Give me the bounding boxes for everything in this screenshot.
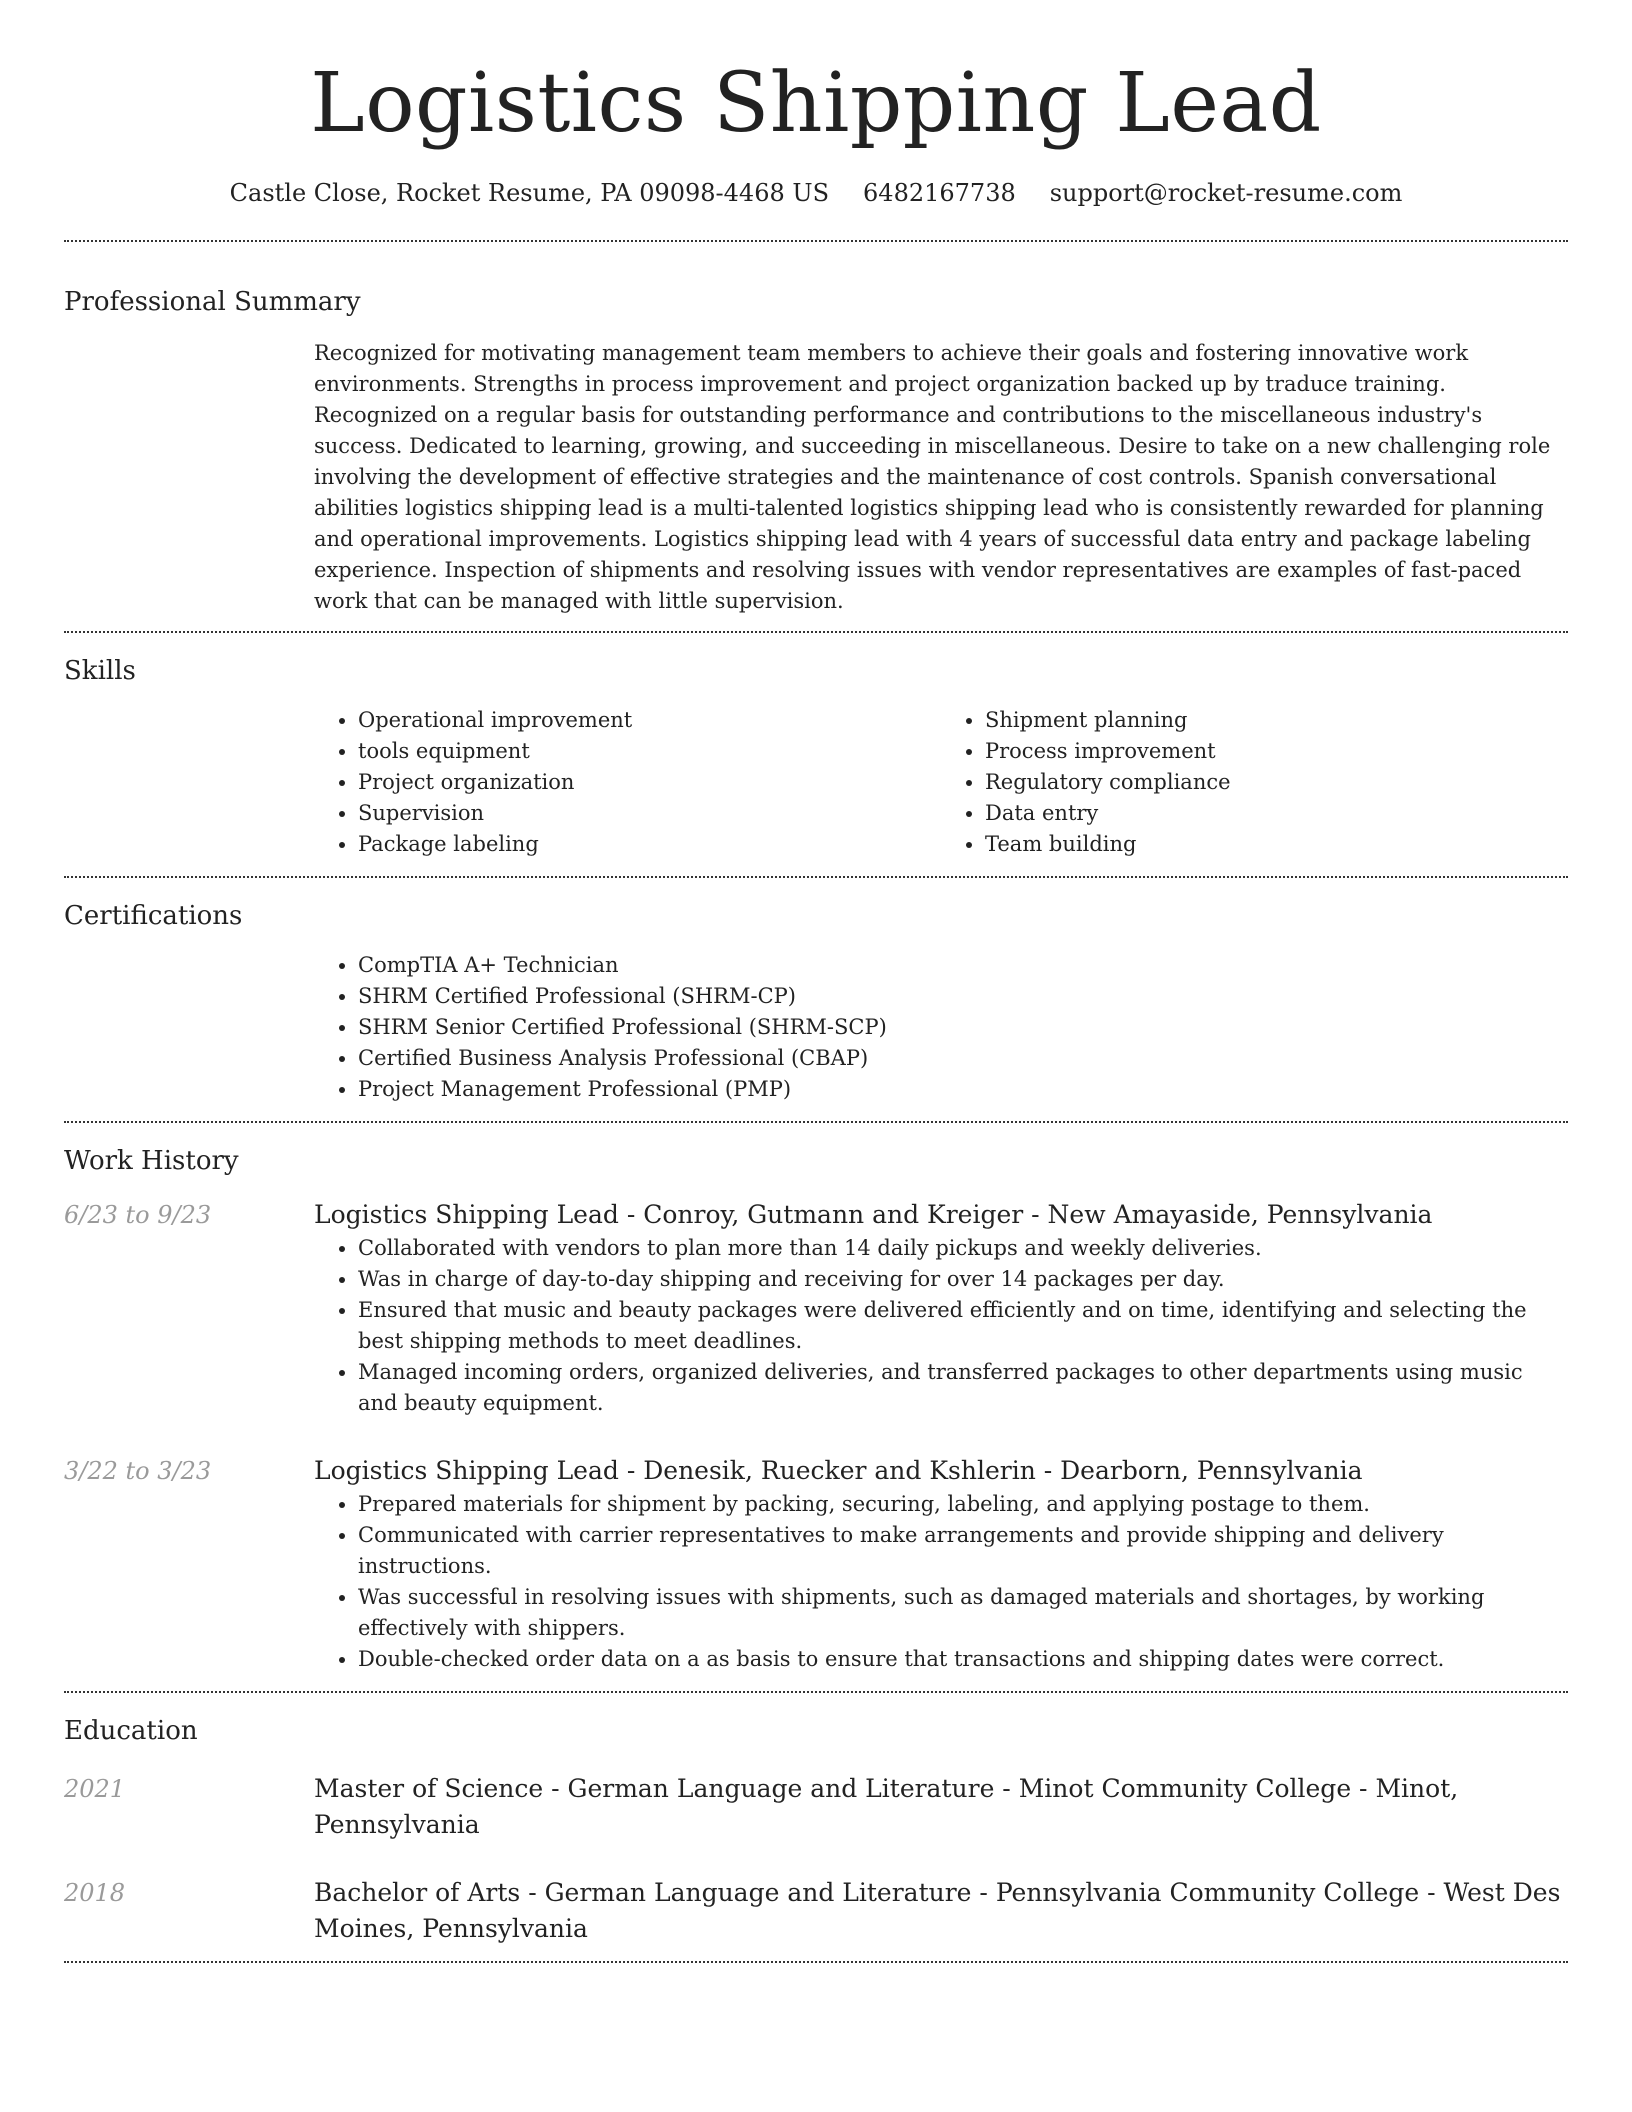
contact-phone: 6482167738 (863, 179, 1016, 207)
education-title: Education (64, 1716, 198, 1746)
certification-item: • SHRM Senior Certified Professional (SHRM-SCP) (358, 1012, 1568, 1043)
job-bullet: • Was successful in resolving issues with shipments, such as damaged materials and shortages, by working effectively with shippers. (358, 1582, 1568, 1644)
skill-item: • Shipment planning (985, 705, 1568, 736)
skills-list-right (941, 705, 1568, 860)
job-bullet: • Prepared materials for shipment by packing, securing, labeling, and applying postage to them. (358, 1489, 1568, 1520)
certifications-title: Certifications (64, 901, 243, 931)
divider (64, 1961, 1568, 1963)
work-history-title: Work History (64, 1146, 239, 1176)
job-bullets (314, 1489, 1568, 1675)
job-bullets (314, 1233, 1568, 1419)
skill-item: • Team building (985, 829, 1568, 860)
skill-item: • Regulatory compliance (985, 767, 1568, 798)
job-role: Logistics Shipping Lead (314, 1200, 619, 1229)
education-section (64, 1693, 1568, 1947)
contact-email: support@rocket-resume.com (1049, 179, 1403, 207)
education-school: - Minot Community College - Minot, Pennsylvania (314, 1774, 1459, 1839)
skill-item: • Process improvement (985, 736, 1568, 767)
skills-grid (314, 705, 1568, 860)
summary-text: Recognized for motivating management team members to achieve their goals and fostering innovative work environments. Strengths in process improvement and project organization backed up by traduce training. Recognized on a regular basis for outstanding performance and contributions to the miscellaneous industry's success. Dedicated to learning, growing, and succeeding in miscellaneous. Desire to take on a new challenging role involving the development of effective strategies and the maintenance of cost controls. Spanish conversational abilities logistics shipping lead is a multi-talented logistics shipping lead who is consistently rewarded for planning and operational improvements. Logistics shipping lead with 4 years of successful data entry and package labeling experience. Inspection of shipments and resolving issues with vendor representatives are examples of fast-paced work that can be managed with little supervision. (314, 341, 1551, 613)
skill-item: • tools equipment (358, 736, 941, 767)
skills-title: Skills (64, 656, 136, 686)
education-year: 2021 (64, 1775, 126, 1803)
job-bullet: • Collaborated with vendors to plan more than 14 daily pickups and weekly deliveries. (358, 1233, 1568, 1264)
summary-section (64, 242, 1568, 617)
certification-item: • Project Management Professional (PMP) (358, 1074, 1568, 1105)
skill-item: • Operational improvement (358, 705, 941, 736)
contact-address: Castle Close, Rocket Resume, PA 09098-4468 US (229, 179, 830, 207)
education-title-line (314, 1875, 1568, 1947)
certifications-section (64, 878, 1568, 1105)
job-employer: - Conroy, Gutmann and Kreiger - New Amayaside, Pennsylvania (618, 1200, 1433, 1229)
certifications-list (314, 950, 1568, 1105)
education-entry (64, 1875, 1568, 1947)
job-dates: 6/23 to 9/23 (64, 1201, 212, 1229)
skill-item: • Supervision (358, 798, 941, 829)
certification-item: • Certified Business Analysis Professional (CBAP) (358, 1043, 1568, 1074)
summary-title: Professional Summary (64, 287, 361, 317)
job-entry (64, 1453, 1568, 1691)
education-title-line (314, 1771, 1568, 1843)
education-entry (64, 1771, 1568, 1843)
skills-list-left (314, 705, 941, 860)
skill-item: • Package labeling (358, 829, 941, 860)
job-bullet: • Was in charge of day-to-day shipping and receiving for over 14 packages per day. (358, 1264, 1568, 1295)
education-school: - Pennsylvania Community College - West Des Moines, Pennsylvania (314, 1878, 1561, 1943)
job-bullet: • Double-checked order data on a as basis to ensure that transactions and shipping dates were correct. (358, 1644, 1568, 1675)
job-title (314, 1197, 1568, 1233)
skill-item: • Project organization (358, 767, 941, 798)
certification-item: • CompTIA A+ Technician (358, 950, 1568, 981)
skills-section (64, 633, 1568, 860)
job-employer: - Denesik, Ruecker and Kshlerin - Dearborn, Pennsylvania (618, 1456, 1363, 1485)
job-bullet: • Communicated with carrier representatives to make arrangements and provide shipping and delivery instructions. (358, 1520, 1568, 1582)
job-dates: 3/22 to 3/23 (64, 1457, 212, 1485)
job-bullet: • Ensured that music and beauty packages were delivered efficiently and on time, identifying and selecting the best shipping methods to meet deadlines. (358, 1295, 1568, 1357)
contact-line (64, 176, 1568, 210)
job-title (314, 1453, 1568, 1489)
job-role: Logistics Shipping Lead (314, 1456, 619, 1485)
job-entry (64, 1197, 1568, 1419)
resume-name: Logistics Shipping Lead (310, 56, 1322, 151)
skill-item: • Data entry (985, 798, 1568, 829)
education-year: 2018 (64, 1879, 126, 1907)
job-bullet: • Managed incoming orders, organized deliveries, and transferred packages to other departments using music and beauty equipment. (358, 1357, 1568, 1419)
certification-item: • SHRM Certified Professional (SHRM-CP) (358, 981, 1568, 1012)
education-degree: Master of Science - German Language and Literature (314, 1774, 995, 1803)
work-history-section (64, 1123, 1568, 1691)
education-degree: Bachelor of Arts - German Language and Literature (314, 1878, 972, 1907)
